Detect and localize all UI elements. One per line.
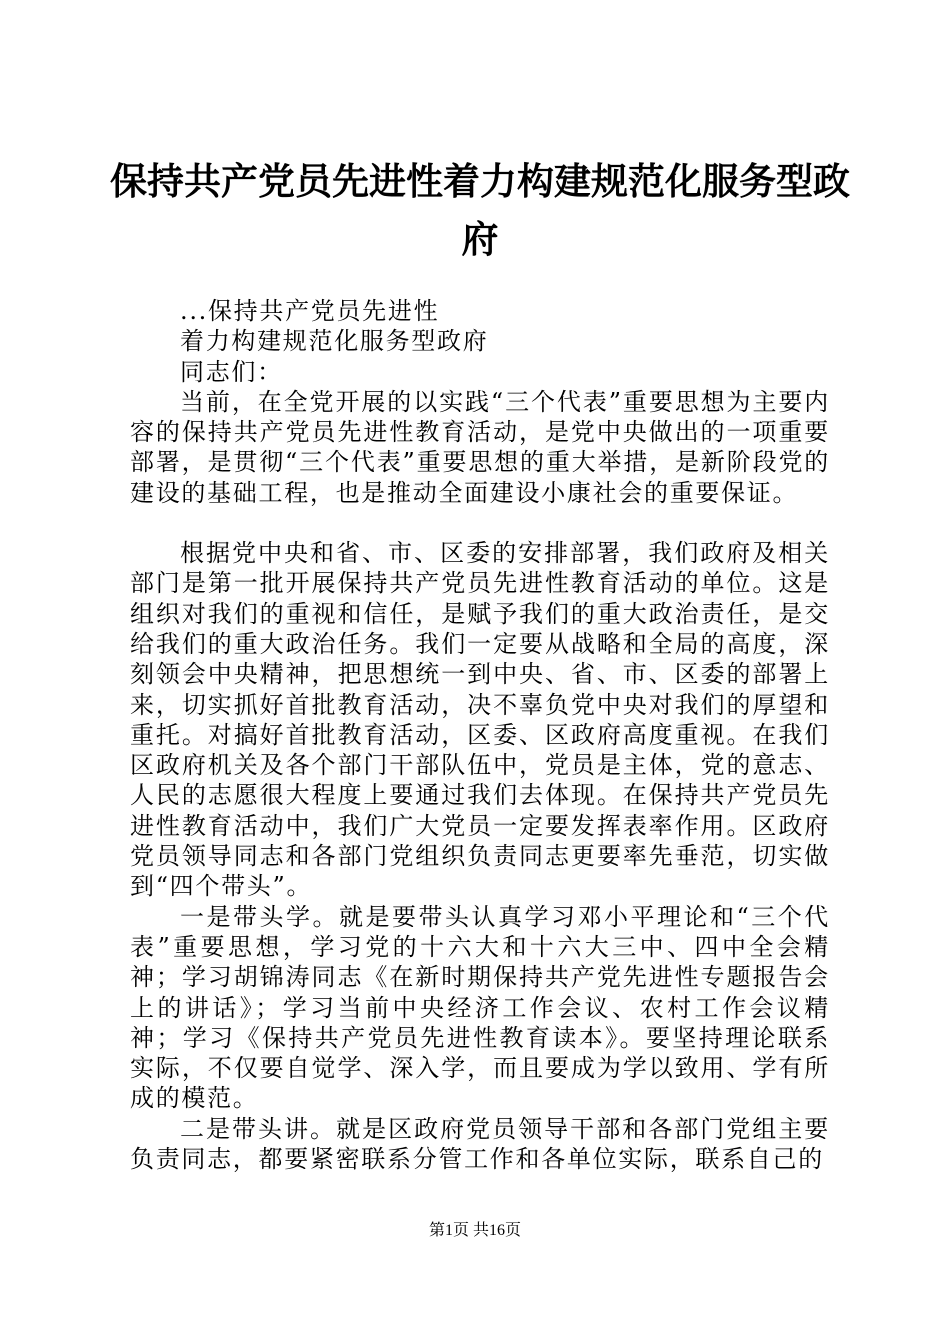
- title-line-1: 保持共产党员先进性着力构建规范化服务型政: [110, 159, 850, 203]
- salutation: 同志们：: [180, 357, 283, 386]
- subtitle-line: 着力构建规范化服务型政府: [180, 327, 489, 356]
- paragraph-gap: [130, 508, 830, 538]
- paragraph: 二是带头讲。就是区政府党员领导干部和各部门党组主要负责同志，都要紧密联系分管工作和各单位实际，联系自己的: [130, 1114, 830, 1174]
- document-title: [110, 152, 850, 268]
- document-body: [130, 296, 830, 1174]
- page-footer: 第1页 共16页: [428, 1222, 521, 1239]
- paragraph: 当前，在全党开展的以实践“三个代表”重要思想为主要内容的保持共产党员先进性教育活动，是党中央做出的一项重要部署，是贯彻“三个代表”重要思想的重大举措，是新阶段党的建设的基础工程，也是推动全面建设小康社会的重要保证。: [130, 387, 830, 507]
- subtitle-line: ...保持共产党员先进性: [180, 297, 440, 325]
- paragraph: 根据党中央和省、市、区委的安排部署，我们政府及相关部门是第一批开展保持共产党员先进性教育活动的单位。这是组织对我们的重视和信任，是赋予我们的重大政治责任，是交给我们的重大政治任务。我们一定要从战略和全局的高度，深刻领会中央精神，把思想统一到中央、省、市、区委的部署上来，切实抓好首批教育活动，决不辜负党中央对我们的厚望和重托。对搞好首批教育活动，区委、区政府高度重视。在我们区政府机关及各个部门干部队伍中，党员是主体，党的意志、人民的志愿很大程度上要通过我们去体现。在保持共产党员先进性教育活动中，我们广大党员一定要发挥表率作用。区政府党员领导同志和各部门党组织负责同志更要率先垂范，切实做到“四个带头”。: [130, 539, 830, 901]
- paragraph: 一是带头学。就是要带头认真学习邓小平理论和“三个代表”重要思想，学习党的十六大和十六大三中、四中全会精神；学习胡锦涛同志《在新时期保持共产党先进性专题报告会上的讲话》；学习当前中央经济工作会议、农村工作会议精神；学习《保持共产党员先进性教育读本》。要坚持理论联系实际，不仅要自觉学、深入学，而且要成为学以致用、学有所成的模范。: [130, 902, 830, 1113]
- title-line-2: 府: [461, 217, 499, 261]
